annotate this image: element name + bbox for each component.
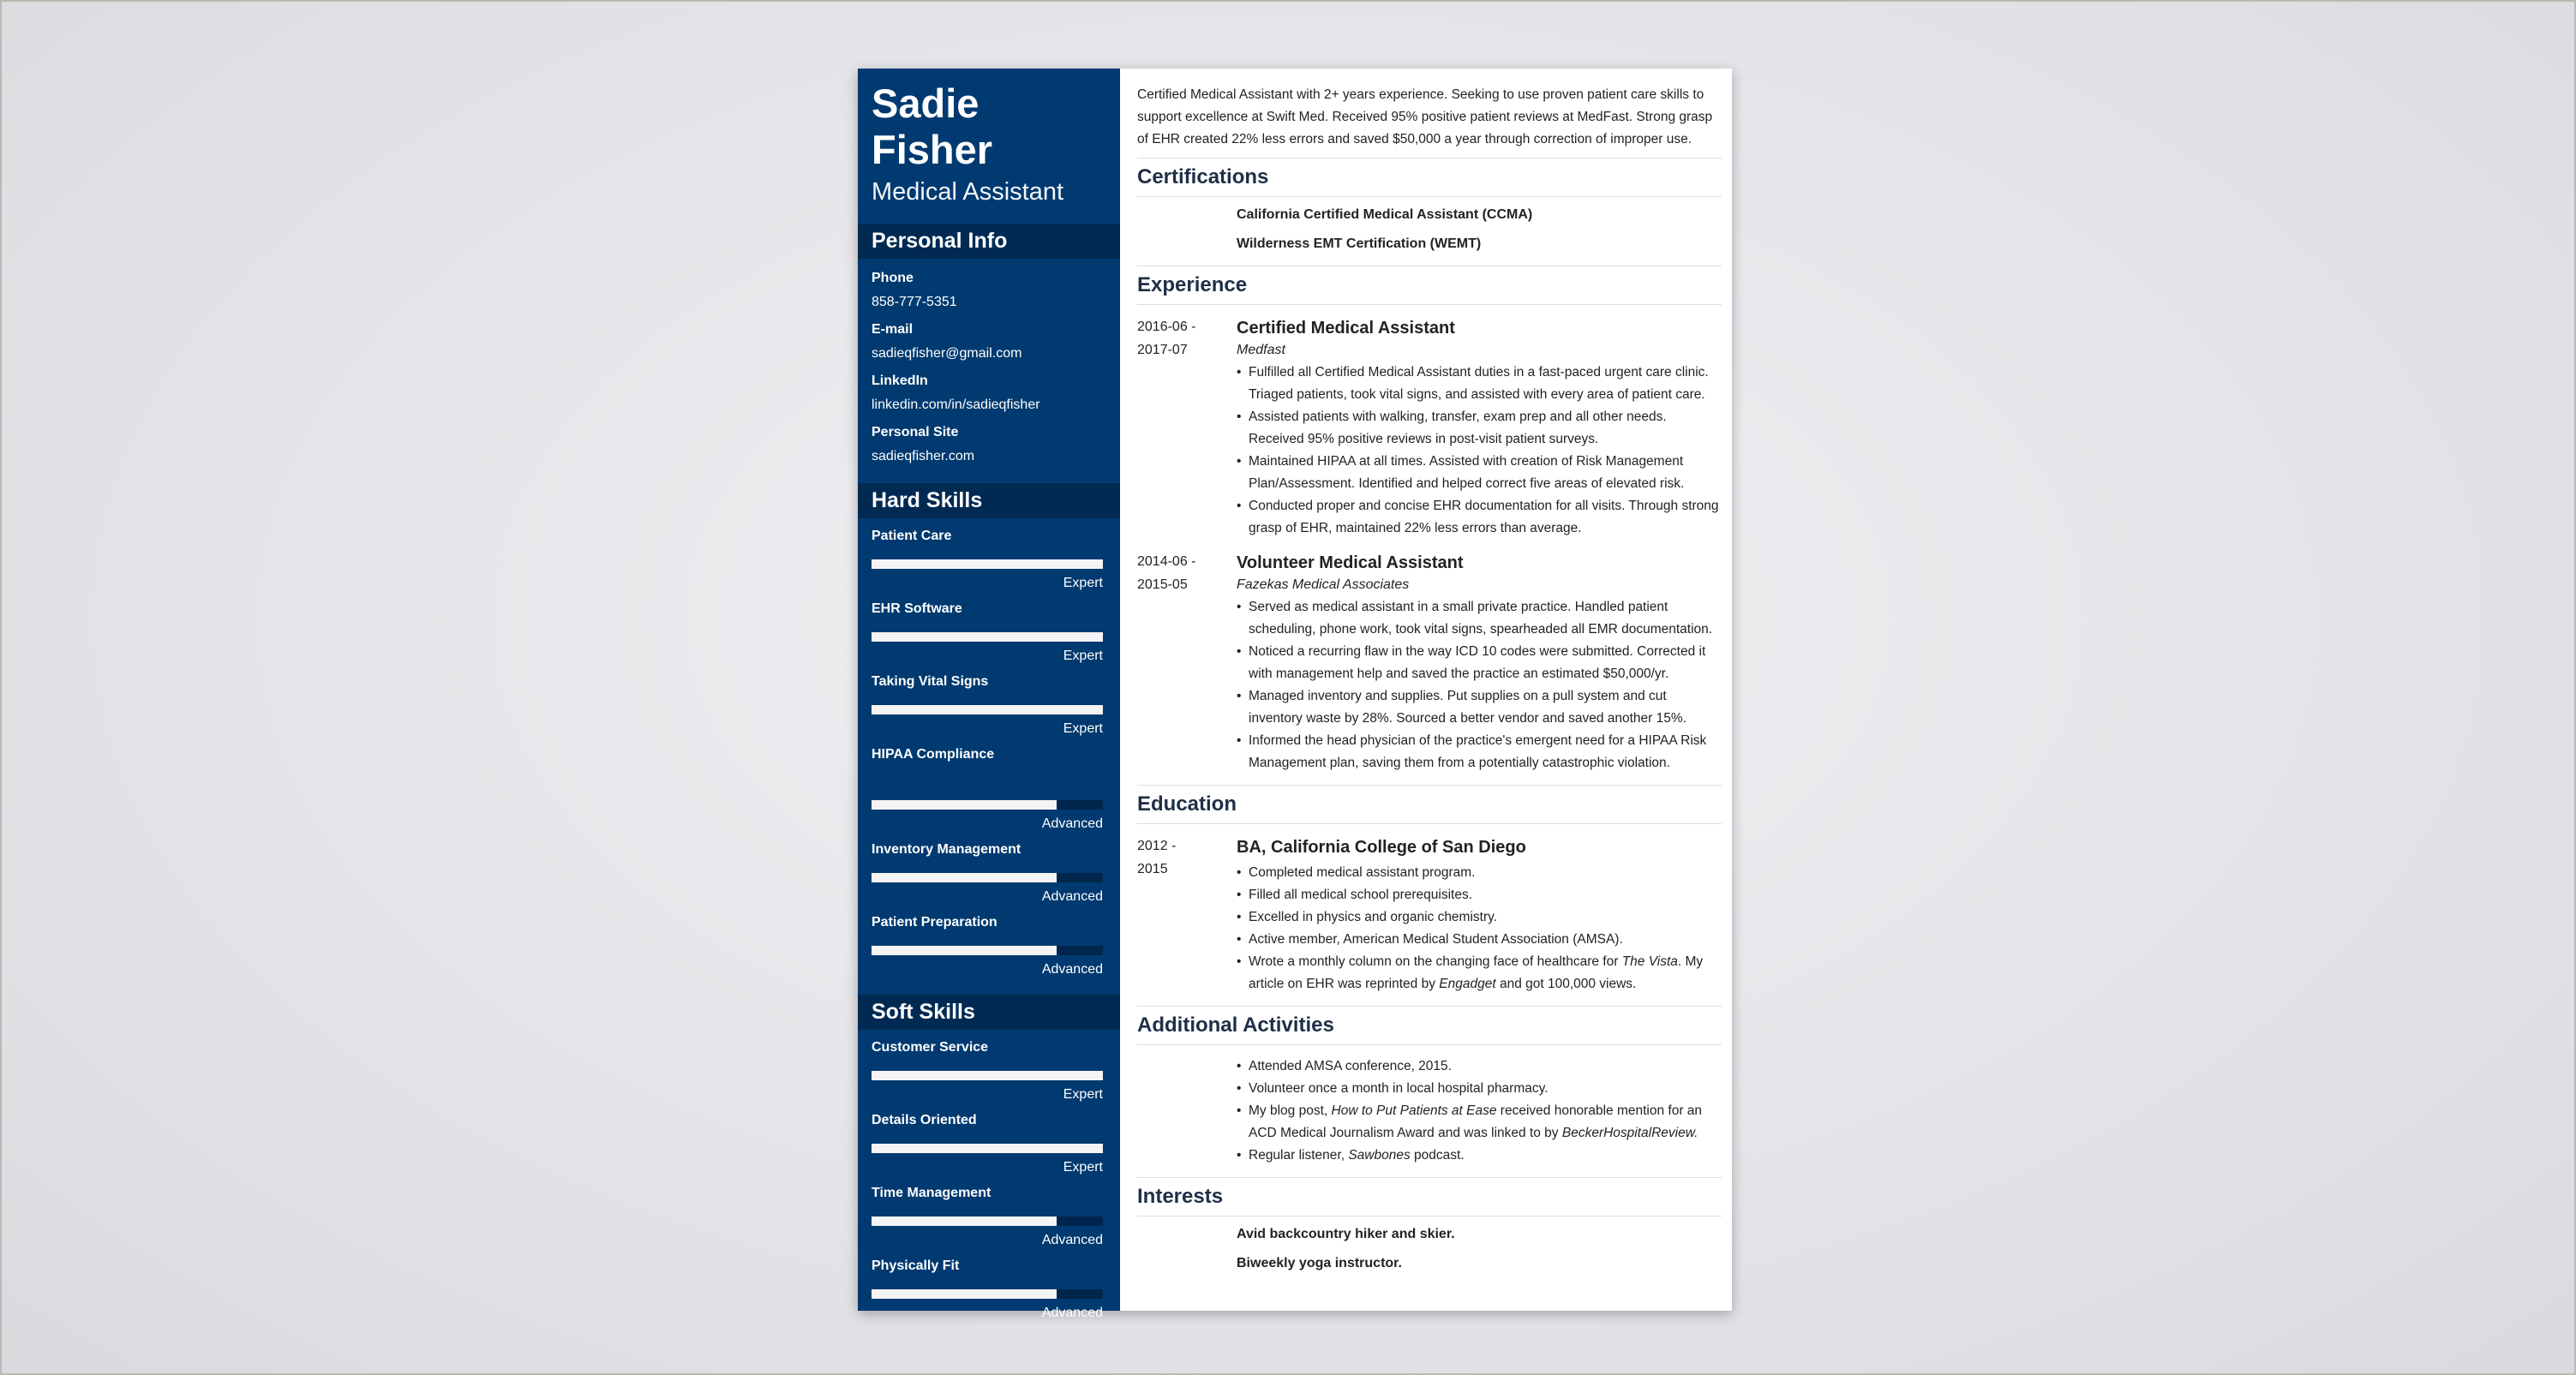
skill-level: Expert [1063, 721, 1103, 737]
skill-bar-fill [872, 1071, 1103, 1080]
skill-level: Expert [1063, 1160, 1103, 1175]
education-entry [1137, 834, 1722, 995]
skill-item [858, 747, 1120, 832]
interest-item: Biweekly yoga instructor. [1237, 1256, 1402, 1270]
skill-bar-fill [872, 800, 1057, 810]
job-title: Certified Medical Assistant [1237, 319, 1455, 338]
publication-title: BeckerHospitalReview. [1561, 1126, 1698, 1140]
entry-body [1237, 550, 1722, 774]
skill-bar-fill [872, 946, 1057, 955]
skill-item [858, 529, 1120, 591]
resume-sidebar [858, 69, 1120, 1321]
personal-info-header: Personal Info [858, 224, 1120, 259]
text-run: Regular listener, [1249, 1148, 1349, 1163]
skill-bar-fill [872, 873, 1057, 882]
skill-bar [872, 1289, 1103, 1299]
skill-level: Advanced [1041, 816, 1103, 832]
text-run: . My article on EHR was reprinted by [1249, 954, 1704, 991]
skill-bar-fill [872, 559, 1103, 569]
date-start: 2016-06 - [1137, 320, 1196, 334]
candidate-title: Medical Assistant [872, 178, 1064, 206]
bullet-item: • Managed inventory and supplies. Put supplies on a pull system and cut inventory waste by 28%. Sourced a better vendor and saved another 15%. [1249, 685, 1722, 730]
resume-main [1120, 69, 1732, 1311]
text-run: Wrote a monthly column on the changing face of healthcare for [1249, 954, 1622, 969]
skill-name: HIPAA Compliance [872, 747, 995, 762]
bullet-list [1237, 862, 1722, 995]
hard-skills-header: Hard Skills [858, 483, 1120, 518]
skill-bar [872, 1217, 1103, 1226]
info-value[interactable]: linkedin.com/in/sadieqfisher [872, 398, 1040, 413]
bullet-item [1249, 951, 1722, 995]
skill-bar [872, 1144, 1103, 1153]
date-start: 2012 - [1137, 839, 1177, 853]
activity-item [1249, 1145, 1722, 1167]
skill-item [858, 674, 1120, 737]
skill-level: Expert [1063, 649, 1103, 664]
bullet-list [1237, 362, 1722, 540]
info-phone [858, 271, 1120, 310]
bullet-item: • Filled all medical school prerequisites. [1249, 884, 1722, 906]
experience-entry [1137, 550, 1722, 774]
skill-level: Advanced [1041, 962, 1103, 977]
skill-bar [872, 705, 1103, 714]
date-start: 2014-06 - [1137, 554, 1196, 569]
skill-name: Details Oriented [872, 1113, 977, 1128]
text-run: received honorable mention for an ACD Medical Journalism Award and was linked to by [1249, 1103, 1703, 1140]
activities-header: Additional Activities [1137, 1006, 1722, 1045]
info-label: Phone [872, 271, 914, 286]
bullet-list [1237, 596, 1722, 774]
skill-bar-fill [872, 705, 1103, 714]
skill-item [858, 1186, 1120, 1248]
entry-date [1137, 315, 1237, 540]
certifications-header: Certifications [1137, 158, 1722, 197]
summary-text: Certified Medical Assistant with 2+ years experience. Seeking to use proven patient care skills to support excellence at Swift Med. Received 95% positive patient reviews at MedFast. Strong grasp of EHR created 22% less errors and saved $50,000 a year through correction of improper use. [1137, 87, 1713, 146]
date-end: 2015-05 [1137, 577, 1188, 592]
info-value[interactable]: 858-777-5351 [872, 295, 957, 310]
skill-level: Expert [1063, 1087, 1103, 1103]
skill-bar [872, 1071, 1103, 1080]
date-end: 2017-07 [1137, 343, 1188, 357]
activity-item [1249, 1100, 1722, 1145]
bullet-item: • Maintained HIPAA at all times. Assisted with creation of Risk Management Plan/Assessment. Identified and helped correct five areas of elevated risk. [1249, 451, 1722, 495]
degree: BA, California College of San Diego [1237, 838, 1526, 857]
experience-entry [1137, 315, 1722, 540]
skill-level: Advanced [1041, 1233, 1103, 1248]
job-title: Volunteer Medical Assistant [1237, 553, 1464, 572]
bullet-item: • Served as medical assistant in a small private practice. Handled patient scheduling, phone work, took vital signs, spearheaded all EMR documentation. [1249, 596, 1722, 641]
info-value[interactable]: sadieqfisher@gmail.com [872, 346, 1022, 362]
info-label: Personal Site [872, 425, 959, 440]
skill-bar-fill [872, 1144, 1103, 1153]
info-value[interactable]: sadieqfisher.com [872, 449, 975, 464]
entry-body [1237, 315, 1722, 540]
resume-document [858, 69, 1732, 1321]
bullet-item: • Assisted patients with walking, transfer, exam prep and all other needs. Received 95% positive reviews in post-visit patient surveys. [1249, 406, 1722, 451]
skill-level: Advanced [1041, 889, 1103, 905]
interests-header: Interests [1137, 1177, 1722, 1217]
activity-item: • Attended AMSA conference, 2015. [1249, 1055, 1722, 1078]
skill-level: Advanced [1041, 1306, 1103, 1321]
employer: Medfast [1237, 343, 1285, 357]
skill-item [858, 915, 1120, 977]
bullet-item: • Completed medical assistant program. [1249, 862, 1722, 884]
publication-title: The Vista [1621, 954, 1678, 969]
skill-level: Expert [1063, 576, 1103, 591]
skill-name: Physically Fit [872, 1258, 960, 1274]
skill-name: Patient Preparation [872, 915, 997, 930]
skill-item [858, 842, 1120, 905]
skill-bar-fill [872, 1289, 1057, 1299]
skill-bar [872, 559, 1103, 569]
info-email [858, 322, 1120, 362]
skill-bar-fill [872, 632, 1103, 642]
skill-bar [872, 800, 1103, 810]
skill-name: EHR Software [872, 601, 962, 617]
podcast-title: Sawbones [1348, 1148, 1411, 1163]
text-run: and got 100,000 views. [1495, 977, 1637, 991]
entry-date [1137, 550, 1237, 774]
skill-item [858, 601, 1120, 664]
skill-bar [872, 946, 1103, 955]
bullet-item: • Fulfilled all Certified Medical Assistant duties in a fast-paced urgent care clinic. Triaged patients, took vital signs, and assisted with every area of patient care. [1249, 362, 1722, 406]
personal-info-list [858, 271, 1120, 464]
bullet-item: • Noticed a recurring flaw in the way ICD 10 codes were submitted. Corrected it with management help and saved the practice an estimated $50,000/yr. [1249, 641, 1722, 685]
skill-item [858, 1258, 1120, 1321]
info-label: LinkedIn [872, 374, 928, 389]
soft-skills-list [858, 1040, 1120, 1321]
skill-item [858, 1113, 1120, 1175]
certification-item: Wilderness EMT Certification (WEMT) [1237, 236, 1482, 251]
skill-bar [872, 873, 1103, 882]
bullet-item: • Conducted proper and concise EHR documentation for all visits. Through strong grasp of EHR, maintained 22% less errors than average. [1249, 495, 1722, 540]
bullet-item: • Excelled in physics and organic chemistry. [1249, 906, 1722, 929]
publication-title: How to Put Patients at Ease [1331, 1103, 1497, 1118]
skill-name: Inventory Management [872, 842, 1021, 858]
skill-name: Patient Care [872, 529, 952, 544]
info-personal-site [858, 425, 1120, 464]
skill-bar [872, 632, 1103, 642]
hard-skills-list [858, 529, 1120, 977]
experience-header: Experience [1137, 266, 1722, 305]
info-label: E-mail [872, 322, 914, 338]
employer: Fazekas Medical Associates [1237, 577, 1410, 592]
bullet-item: • Informed the head physician of the practice's emergent need for a HIPAA Risk Management plan, saving them from a potentially catastrophic violation. [1249, 730, 1722, 774]
skill-name: Customer Service [872, 1040, 989, 1055]
entry-body [1237, 834, 1722, 995]
entry-date [1137, 834, 1237, 995]
text-run: My blog post, [1249, 1103, 1332, 1118]
certification-item: California Certified Medical Assistant (CCMA) [1237, 207, 1533, 222]
skill-item [858, 1040, 1120, 1103]
education-header: Education [1137, 785, 1722, 824]
activities-list [1237, 1055, 1722, 1167]
info-linkedin [858, 374, 1120, 413]
date-end: 2015 [1137, 862, 1168, 876]
soft-skills-header: Soft Skills [858, 995, 1120, 1030]
candidate-name: Sadie Fisher [872, 81, 993, 173]
skill-name: Time Management [872, 1186, 991, 1201]
skill-name: Taking Vital Signs [872, 674, 989, 690]
bullet-item: • Active member, American Medical Student Association (AMSA). [1249, 929, 1722, 951]
activity-item: • Volunteer once a month in local hospital pharmacy. [1249, 1078, 1722, 1100]
publication-title: Engadget [1439, 977, 1496, 991]
text-run: podcast. [1410, 1148, 1465, 1163]
skill-bar-fill [872, 1217, 1057, 1226]
interest-item: Avid backcountry hiker and skier. [1237, 1227, 1455, 1241]
